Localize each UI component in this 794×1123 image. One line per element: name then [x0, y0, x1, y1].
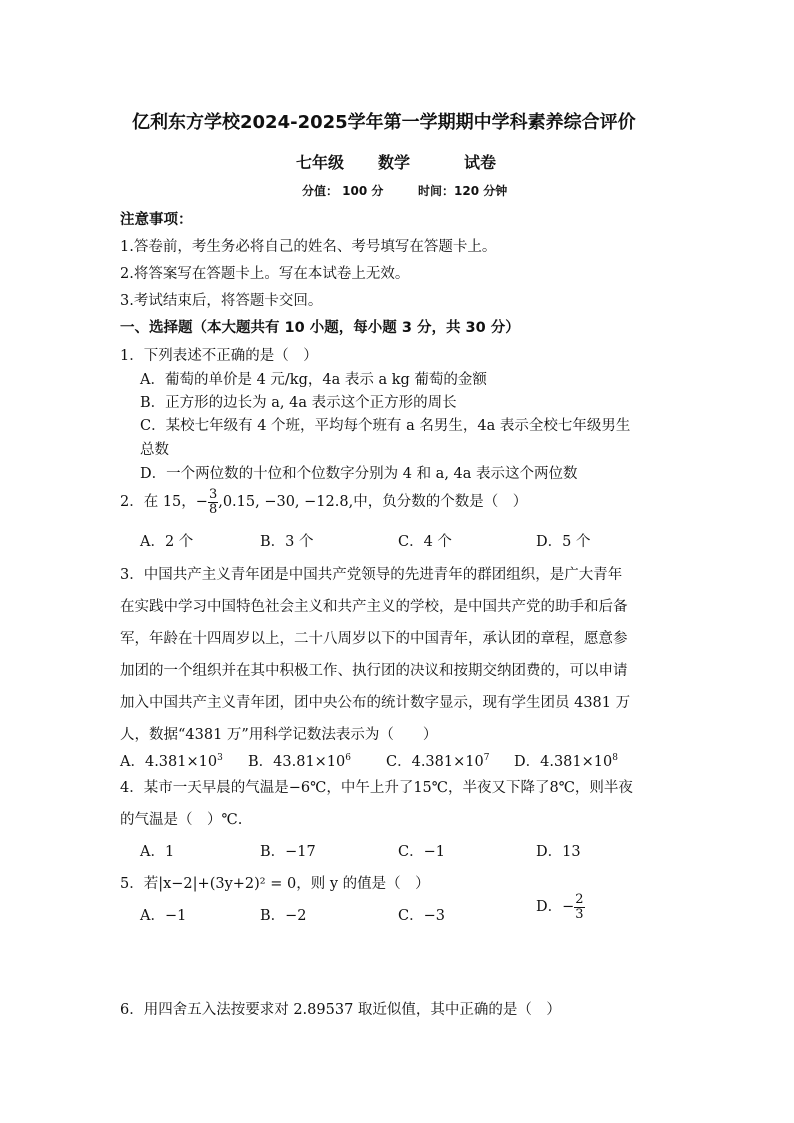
- option-d: [536, 893, 585, 921]
- paragraph-line: 加团的一个组织并在其中积极工作、执行团的决议和按期交纳团费的，可以申请: [120, 663, 628, 679]
- question-stem: 5．若|x−2|+(3y+2)² = 0，则 y 的值是（ ）: [120, 876, 430, 892]
- option-a: A．−1: [140, 908, 187, 924]
- option-d: D．13: [536, 844, 581, 860]
- option-c: C．−1: [398, 844, 445, 860]
- option-d: D．一个两位数的十位和个位数字分别为 4 和 a, 4a 表示这个两位数: [140, 466, 578, 482]
- fraction-denominator: 3: [575, 906, 584, 922]
- option-c: C．4 个: [398, 534, 452, 550]
- notice-item: 3.考试结束后，将答题卡交回。: [120, 293, 323, 309]
- option-a: [120, 750, 223, 771]
- option-c: C．某校七年级有 4 个班，平均每个班有 a 名男生，4a 表示全校七年级男生: [140, 418, 631, 434]
- paragraph-line: 在实践中学习中国特色社会主义和共产主义的学校，是中国共产党的助手和后备: [120, 599, 628, 615]
- option-text: D．−: [536, 899, 575, 916]
- question-stem: 1．下列表述不正确的是（ ）: [120, 348, 318, 364]
- paper-label: 试卷: [464, 153, 497, 172]
- option-c: C．−3: [398, 908, 445, 924]
- option-text: B．43.81×10: [248, 754, 346, 770]
- option-b: B．−17: [260, 844, 316, 860]
- option-d: [514, 750, 618, 771]
- question-stem: [120, 488, 527, 516]
- paragraph-line: 军，年龄在十四周岁以上，二十八周岁以下的中国青年，承认团的章程，愿意参: [120, 631, 628, 647]
- stem-text: 2．在 15，−: [120, 494, 208, 511]
- option-a: A．2 个: [140, 534, 194, 550]
- exponent: 7: [483, 753, 490, 764]
- option-c-continued: 总数: [140, 442, 169, 458]
- question-stem-continued: 的气温是（ ）℃.: [120, 812, 243, 828]
- notice-item: 1.答卷前，考生务必将自己的姓名、考号填写在答题卡上。: [120, 239, 497, 255]
- paragraph-line: 加入中国共产主义青年团，团中央公布的统计数字显示，现有学生团员 4381 万: [120, 695, 631, 711]
- exponent: 3: [217, 753, 223, 764]
- option-a: A．葡萄的单价是 4 元/kg，4a 表示 a kg 葡萄的金额: [140, 372, 487, 388]
- paragraph-line: 3．中国共产主义青年团是中国共产党领导的先进青年的群团组织，是广大青年: [120, 567, 623, 583]
- fraction: [208, 488, 218, 516]
- question-stem: 6．用四舍五入法按要求对 2.89537 取近似值，其中正确的是（ ）: [120, 1002, 561, 1018]
- option-text: A．4.381×10: [120, 754, 218, 770]
- option-c: [386, 750, 489, 771]
- fraction-numerator: 2: [575, 892, 584, 907]
- notice-item: 2.将答案写在答题卡上。写在本试卷上无效。: [120, 266, 410, 282]
- option-text: C．4.381×10: [386, 754, 484, 770]
- exam-title: 亿利东方学校2024-2025学年第一学期期中学科素养综合评价: [132, 112, 636, 133]
- time-label: 时间：120 分钟: [418, 184, 508, 198]
- exponent: 6: [345, 753, 352, 764]
- subject-label: 数学: [378, 153, 411, 172]
- option-b: B．正方形的边长为 a, 4a 表示这个正方形的周长: [140, 395, 457, 411]
- fraction: [574, 893, 584, 921]
- paragraph-line: 人，数据“4381 万”用科学记数法表示为（ ）: [120, 727, 438, 743]
- option-b: B．3 个: [260, 534, 314, 550]
- section-heading: 一、选择题（本大题共有 10 小题，每小题 3 分，共 30 分）: [120, 320, 520, 336]
- option-text: D．4.381×10: [514, 754, 613, 770]
- score-label: 分值： 100 分: [302, 184, 384, 198]
- option-b: B．−2: [260, 908, 307, 924]
- exponent: 8: [612, 753, 618, 764]
- option-a: A．1: [140, 844, 175, 860]
- fraction-numerator: 3: [208, 487, 218, 502]
- fraction-denominator: 8: [208, 501, 218, 517]
- option-d: D．5 个: [536, 534, 591, 550]
- option-b: [248, 750, 351, 771]
- grade-label: 七年级: [296, 153, 345, 172]
- notice-heading: 注意事项：: [120, 212, 193, 228]
- stem-text: ,0.15, −30, −12.8,中，负分数的个数是（ ）: [218, 494, 528, 511]
- question-stem: 4．某市一天早晨的气温是−6℃，中午上升了15℃，半夜又下降了8℃，则半夜: [120, 780, 633, 796]
